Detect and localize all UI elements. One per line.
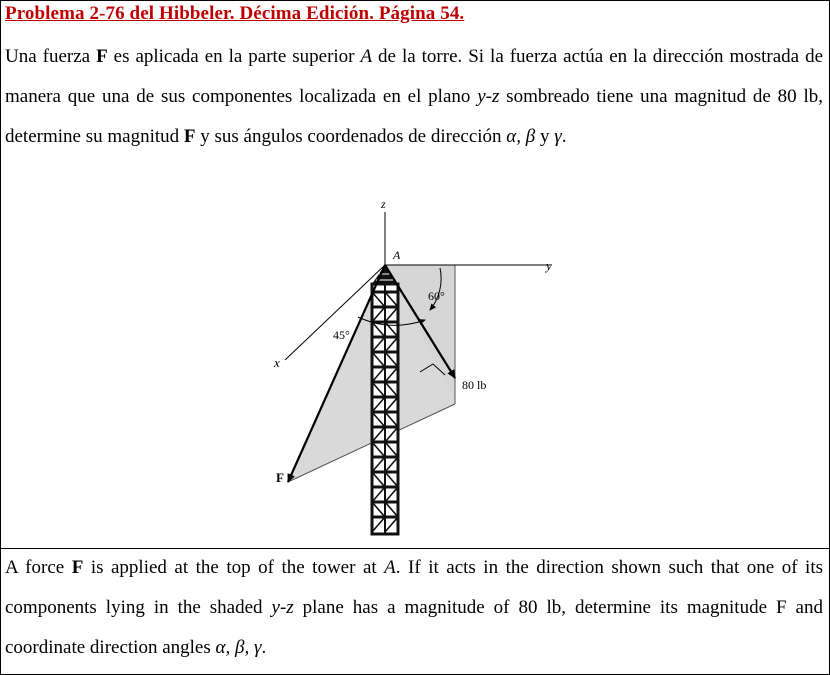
angle-45-label: 45° — [333, 328, 350, 342]
tower-lattice — [372, 265, 398, 534]
es-force-symbol-2: F — [183, 126, 196, 147]
z-axis-label: z — [381, 197, 386, 211]
en-text-1: A force — [5, 557, 72, 578]
en-text-2: is applied at the top of the tower at — [83, 557, 385, 578]
point-a-label: A — [393, 248, 401, 262]
es-text-2: es aplicada en la parte superior — [107, 46, 361, 67]
english-statement — [5, 548, 823, 668]
spanish-statement — [5, 37, 823, 157]
es-gamma: γ — [554, 126, 562, 147]
en-force-symbol: F — [71, 557, 84, 578]
en-point-a: A — [384, 557, 396, 578]
x-axis-label: x — [274, 355, 280, 370]
es-text-7: . — [561, 126, 567, 147]
es-text-3: de la torre. Si la fuerza actúa en la dirección mostrada de manera que una de sus componentes localizada en el plano — [5, 46, 823, 107]
en-angles: α, β, γ — [215, 637, 262, 658]
y-axis-label: y — [546, 258, 552, 273]
problem-title: Problema 2-76 del Hibbeler. Décima Edición. Página 54. — [5, 3, 465, 24]
en-plane: y-z — [271, 597, 294, 618]
es-text-6: y — [535, 126, 555, 147]
es-plane: y-z — [477, 86, 500, 107]
es-text-1: Una fuerza — [5, 46, 97, 67]
force-f-label: F — [276, 470, 284, 485]
en-text-5: . — [261, 637, 267, 658]
en-text-3: . If it acts in the direction shown such that one of its components lying in the shaded — [5, 557, 823, 618]
en-text-4: plane has a magnitude of 80 lb, determine its magnitude F and coordinate direction angles — [5, 597, 823, 658]
tower-figure — [250, 192, 580, 537]
es-point-a: A — [360, 46, 373, 67]
es-text-5: y sus ángulos coordenados de dirección — [195, 126, 507, 147]
angle-60-label: 60° — [428, 289, 445, 303]
es-text-4: sombreado tiene una magnitud de 80 lb, determine su magnitud — [5, 86, 823, 147]
es-force-symbol: F — [96, 46, 108, 67]
es-angles: α, β — [506, 126, 536, 147]
force-80lb-label: 80 lb — [462, 378, 487, 392]
